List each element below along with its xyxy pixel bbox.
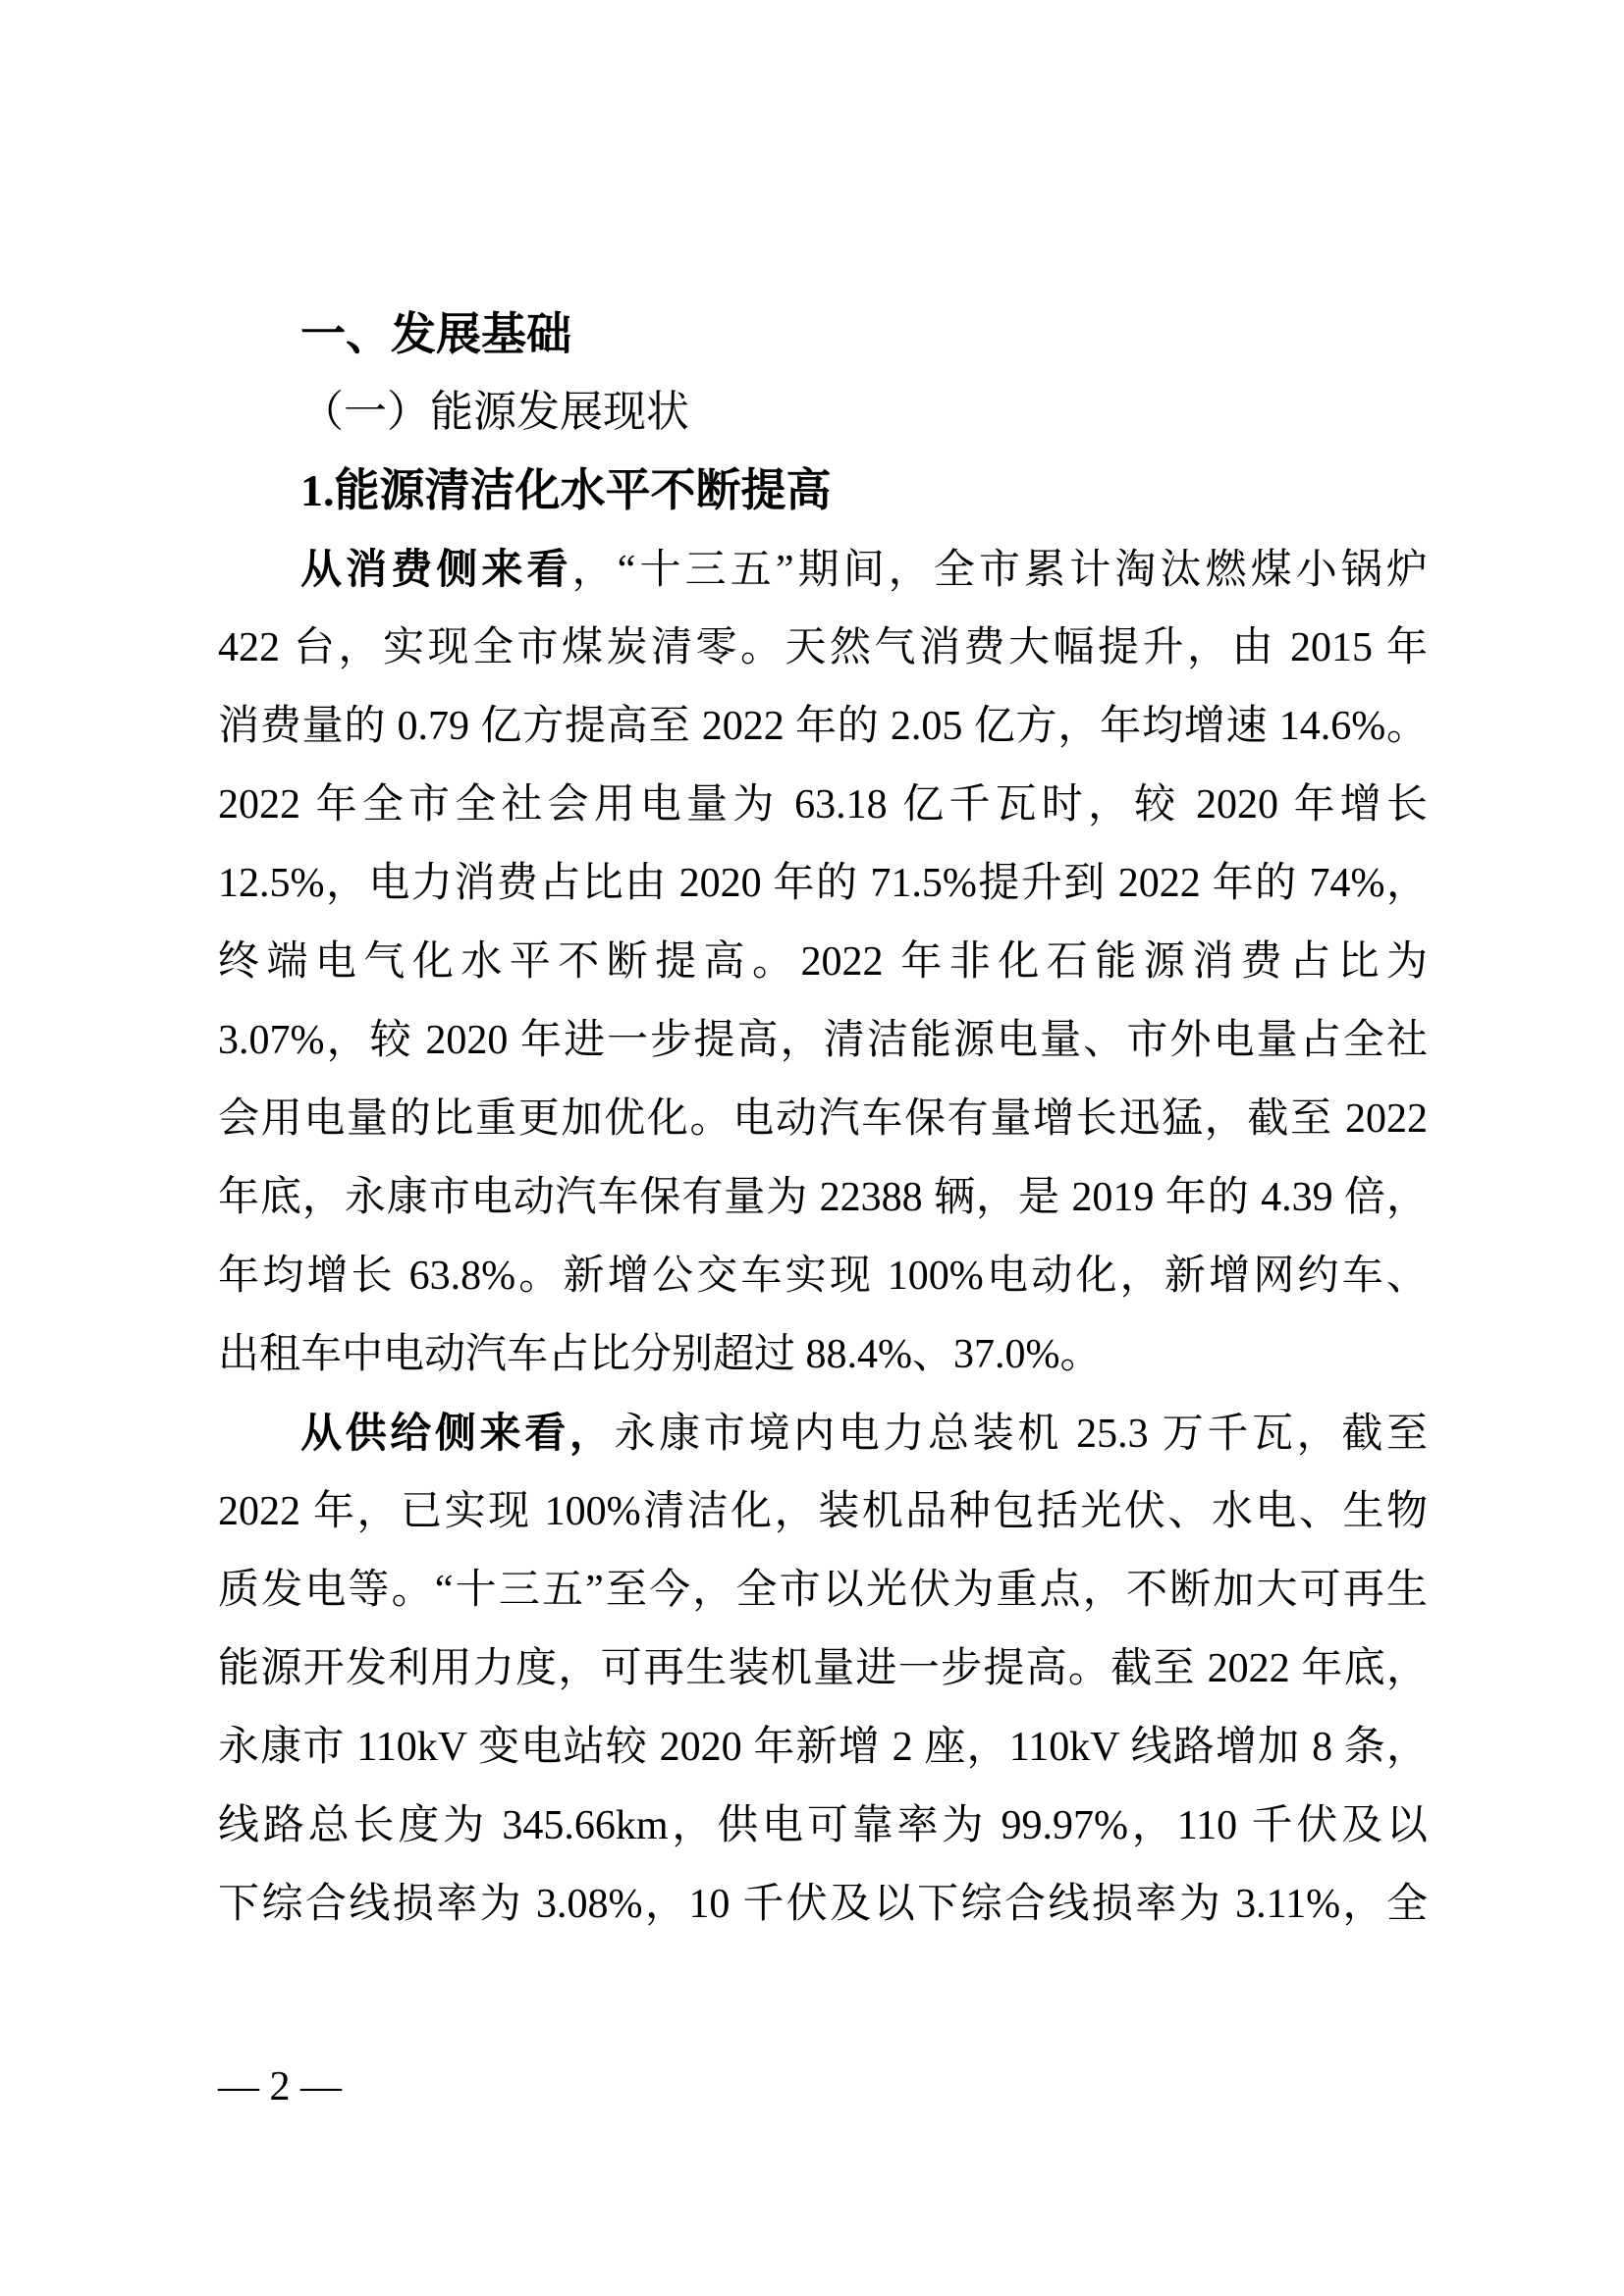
bold-lead: 从供给侧来看， (300, 1410, 615, 1456)
heading-level-3: 1.能源清洁化水平不断提高 (300, 465, 832, 515)
text-line: 会用电量的比重更加优化。电动汽车保有量增长迅猛，截至 2022 (218, 1096, 1428, 1142)
bold-lead: 从消费侧来看 (300, 546, 572, 592)
text-line: 永康市 110kV 变电站较 2020 年新增 2 座，110kV 线路增加 8 条， (218, 1725, 1428, 1770)
text-line: 能源开发利用力度，可再生装机量进一步提高。截至 2022 年底， (218, 1646, 1428, 1691)
text-line-rest: 永康市境内电力总装机 25.3 万千瓦，截至 (614, 1412, 1428, 1457)
text-line (218, 1394, 1428, 1472)
text-line-rest: ，“十三五”期间，全市累计淘汰燃煤小锅炉 (571, 548, 1428, 593)
text-line: 年均增长 63.8%。新增公交车实现 100%电动化，新增网约车、 (218, 1254, 1428, 1299)
document-body (218, 294, 1428, 1944)
text-line: 下综合线损率为 3.08%，10 千伏及以下综合线损率为 3.11%，全 (218, 1882, 1428, 1927)
heading-level-2: （一）能源发展现状 (300, 388, 689, 436)
text-line: 质发电等。“十三五”至今，全市以光伏为重点，不断加大可再生 (218, 1568, 1428, 1613)
text-line: 2022 年，已实现 100%清洁化，装机品种包括光伏、水电、生物 (218, 1489, 1428, 1534)
text-line: 消费量的 0.79 亿方提高至 2022 年的 2.05 亿方，年均增速 14.6%。 (218, 704, 1428, 749)
text-line: 年底，永康市电动汽车保有量为 22388 辆，是 2019 年的 4.39 倍， (218, 1175, 1428, 1220)
text-line: 12.5%，电力消费占比由 2020 年的 71.5%提升到 2022 年的 74%， (218, 861, 1428, 906)
paragraph-consumption (218, 530, 1428, 1394)
text-line: 终端电气化水平不断提高。2022 年非化石能源消费占比为 (218, 939, 1428, 985)
text-line: 出租车中电动汽车占比分别超过 88.4%、37.0%。 (218, 1332, 1102, 1377)
page-number: — 2 — (218, 2064, 342, 2109)
text-line: 2022 年全市全社会用电量为 63.18 亿千瓦时，较 2020 年增长 (218, 782, 1428, 828)
text-line: 3.07%，较 2020 年进一步提高，清洁能源电量、市外电量占全社 (218, 1018, 1428, 1063)
text-line: 422 台，实现全市煤炭清零。天然气消费大幅提升，由 2015 年 (218, 625, 1428, 670)
text-line: 线路总长度为 345.66km，供电可靠率为 99.97%，110 千伏及以 (218, 1803, 1428, 1848)
paragraph-supply (218, 1394, 1428, 1944)
heading-level-1: 一、发展基础 (300, 308, 571, 359)
text-line (218, 530, 1428, 609)
